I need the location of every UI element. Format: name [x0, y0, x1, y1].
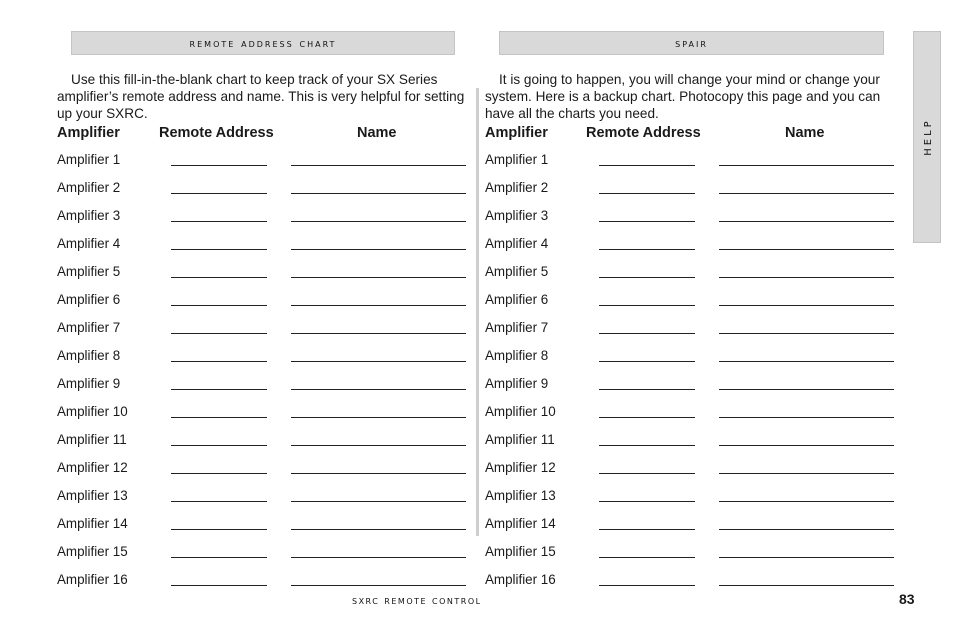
- remote-address-blank: [599, 445, 695, 446]
- amplifier-row-label: Amplifier 11: [485, 432, 555, 447]
- name-blank: [719, 501, 894, 502]
- remote-address-blank: [599, 529, 695, 530]
- left-section-title: remote address chart: [71, 31, 455, 55]
- remote-address-blank: [171, 165, 267, 166]
- help-side-tab: [913, 31, 941, 243]
- name-blank: [291, 193, 466, 194]
- amplifier-row-label: Amplifier 7: [57, 320, 121, 335]
- name-blank: [719, 193, 894, 194]
- remote-address-blank: [171, 361, 267, 362]
- left-intro-text: Use this fill-in-the-blank chart to keep track of your SX Series amplifier’s remote address and name. This is very helpful for setting up your SXRC.: [57, 72, 465, 121]
- name-blank: [291, 221, 466, 222]
- amplifier-row-label: Amplifier 6: [485, 292, 549, 307]
- name-blank: [719, 305, 894, 306]
- left-header-name: Name: [357, 125, 397, 141]
- remote-address-blank: [599, 221, 695, 222]
- remote-address-blank: [171, 585, 267, 586]
- remote-address-blank: [599, 193, 695, 194]
- name-blank: [719, 165, 894, 166]
- remote-address-blank: [599, 501, 695, 502]
- name-blank: [291, 585, 466, 586]
- name-blank: [291, 165, 466, 166]
- remote-address-blank: [171, 529, 267, 530]
- amplifier-row-label: Amplifier 15: [57, 544, 128, 559]
- remote-address-blank: [599, 417, 695, 418]
- amplifier-row-label: Amplifier 7: [485, 320, 549, 335]
- name-blank: [291, 557, 466, 558]
- remote-address-blank: [599, 165, 695, 166]
- remote-address-blank: [171, 445, 267, 446]
- footer-title: sxrc remote control: [352, 594, 482, 607]
- name-blank: [291, 445, 466, 446]
- amplifier-row-label: Amplifier 5: [485, 264, 549, 279]
- right-header-remote-address: Remote Address: [586, 125, 701, 141]
- name-blank: [719, 389, 894, 390]
- name-blank: [719, 361, 894, 362]
- amplifier-row-label: Amplifier 14: [485, 516, 556, 531]
- amplifier-row-label: Amplifier 13: [57, 488, 128, 503]
- amplifier-row-label: Amplifier 16: [57, 572, 128, 587]
- name-blank: [291, 333, 466, 334]
- amplifier-row-label: Amplifier 1: [57, 152, 121, 167]
- name-blank: [291, 305, 466, 306]
- page-number: 83: [899, 591, 915, 607]
- name-blank: [291, 361, 466, 362]
- remote-address-blank: [171, 305, 267, 306]
- remote-address-blank: [599, 305, 695, 306]
- left-header-remote-address: Remote Address: [159, 125, 274, 141]
- name-blank: [719, 221, 894, 222]
- amplifier-row-label: Amplifier 13: [485, 488, 556, 503]
- amplifier-row-label: Amplifier 8: [485, 348, 549, 363]
- right-header-name: Name: [785, 125, 825, 141]
- name-blank: [719, 333, 894, 334]
- name-blank: [291, 529, 466, 530]
- amplifier-row-label: Amplifier 8: [57, 348, 121, 363]
- amplifier-row-label: Amplifier 3: [485, 208, 549, 223]
- amplifier-row-label: Amplifier 14: [57, 516, 128, 531]
- name-blank: [719, 557, 894, 558]
- name-blank: [719, 529, 894, 530]
- right-header-amplifier: Amplifier: [485, 125, 548, 141]
- remote-address-blank: [171, 473, 267, 474]
- amplifier-row-label: Amplifier 2: [485, 180, 549, 195]
- remote-address-blank: [599, 557, 695, 558]
- name-blank: [719, 277, 894, 278]
- name-blank: [719, 249, 894, 250]
- remote-address-blank: [171, 193, 267, 194]
- amplifier-row-label: Amplifier 5: [57, 264, 121, 279]
- amplifier-row-label: Amplifier 4: [57, 236, 121, 251]
- name-blank: [719, 585, 894, 586]
- remote-address-blank: [599, 473, 695, 474]
- amplifier-row-label: Amplifier 12: [485, 460, 556, 475]
- remote-address-blank: [599, 249, 695, 250]
- remote-address-blank: [171, 277, 267, 278]
- right-intro-text: It is going to happen, you will change your mind or change your system. Here is a backup chart. Photocopy this page and you can have all the charts you need.: [485, 72, 881, 121]
- amplifier-row-label: Amplifier 12: [57, 460, 128, 475]
- amplifier-row-label: Amplifier 10: [485, 404, 556, 419]
- help-tab-label: help: [919, 118, 935, 156]
- amplifier-row-label: Amplifier 16: [485, 572, 556, 587]
- column-divider: [476, 88, 479, 536]
- remote-address-blank: [171, 333, 267, 334]
- remote-address-blank: [171, 557, 267, 558]
- amplifier-row-label: Amplifier 1: [485, 152, 549, 167]
- name-blank: [719, 445, 894, 446]
- remote-address-blank: [171, 221, 267, 222]
- amplifier-row-label: Amplifier 4: [485, 236, 549, 251]
- remote-address-blank: [171, 249, 267, 250]
- name-blank: [719, 417, 894, 418]
- right-section-title: spair: [499, 31, 884, 55]
- remote-address-blank: [599, 277, 695, 278]
- amplifier-row-label: Amplifier 2: [57, 180, 121, 195]
- amplifier-row-label: Amplifier 15: [485, 544, 556, 559]
- remote-address-blank: [599, 389, 695, 390]
- name-blank: [291, 501, 466, 502]
- remote-address-blank: [599, 333, 695, 334]
- name-blank: [291, 473, 466, 474]
- name-blank: [291, 389, 466, 390]
- amplifier-row-label: Amplifier 6: [57, 292, 121, 307]
- name-blank: [291, 249, 466, 250]
- amplifier-row-label: Amplifier 9: [57, 376, 121, 391]
- amplifier-row-label: Amplifier 10: [57, 404, 128, 419]
- remote-address-blank: [599, 361, 695, 362]
- name-blank: [719, 473, 894, 474]
- name-blank: [291, 417, 466, 418]
- remote-address-blank: [171, 501, 267, 502]
- remote-address-blank: [171, 389, 267, 390]
- name-blank: [291, 277, 466, 278]
- remote-address-blank: [171, 417, 267, 418]
- amplifier-row-label: Amplifier 11: [57, 432, 127, 447]
- remote-address-blank: [599, 585, 695, 586]
- amplifier-row-label: Amplifier 3: [57, 208, 121, 223]
- left-header-amplifier: Amplifier: [57, 125, 120, 141]
- amplifier-row-label: Amplifier 9: [485, 376, 549, 391]
